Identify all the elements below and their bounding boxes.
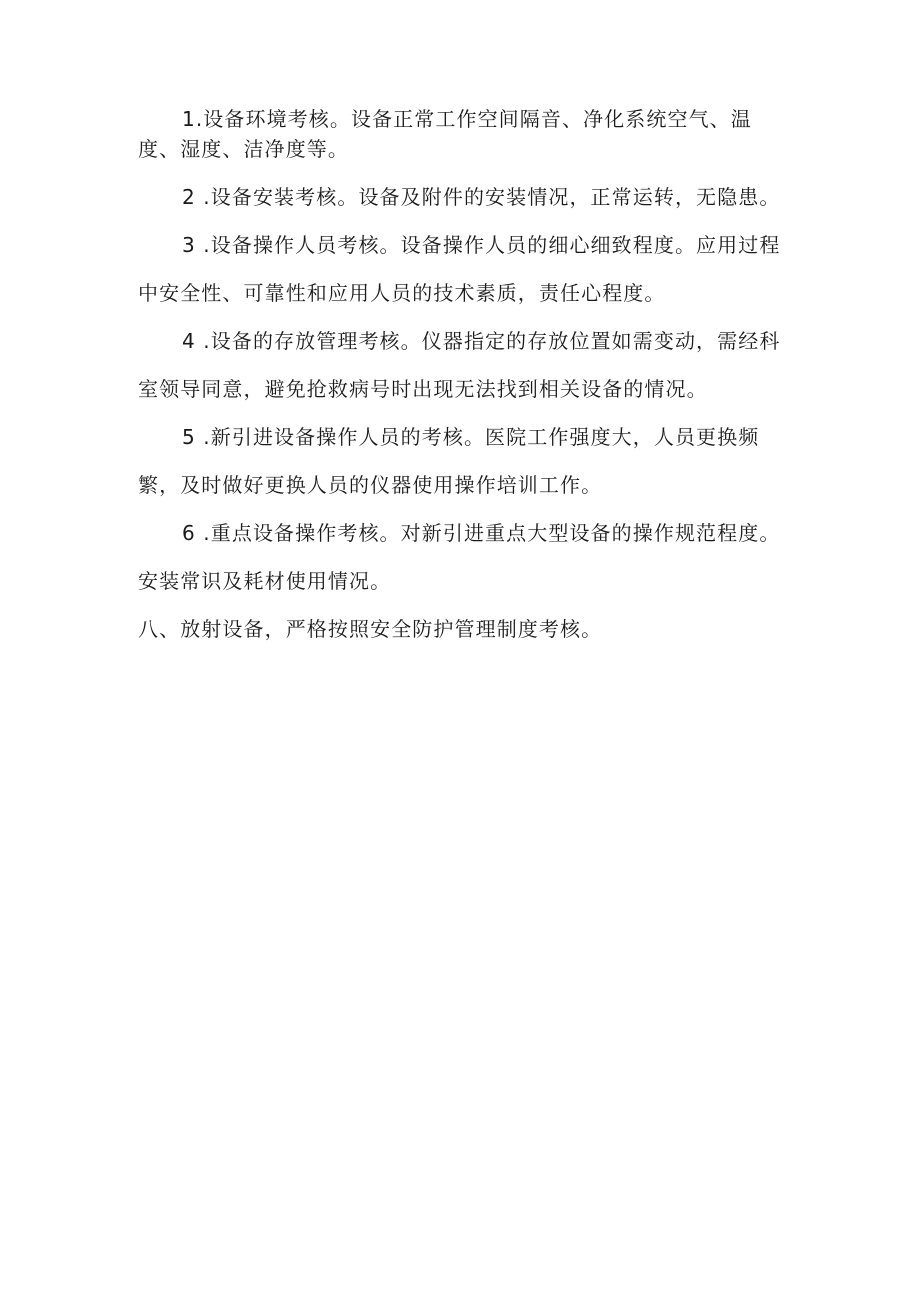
paragraph-equipment-operators: 3 .设备操作人员考核。设备操作人员的细心细致程度。应用过程中安全性、可靠性和应用人员的技术素质，责任心程度。: [138, 233, 781, 305]
paragraph-equipment-installation: 2 .设备安装考核。设备及附件的安装情况，正常运转，无隐患。: [182, 185, 781, 209]
paragraph-key-equipment: 6 .重点设备操作考核。对新引进重点大型设备的操作规范程度。安装常识及耗材使用情况。: [138, 521, 781, 593]
paragraph-new-operators: 5 .新引进设备操作人员的考核。医院工作强度大，人员更换频繁，及时做好更换人员的仪器使用操作培训工作。: [138, 425, 760, 497]
paragraph-equipment-storage: 4 .设备的存放管理考核。仪器指定的存放位置如需变动，需经科室领导同意，避免抢救病号时出现无法找到相关设备的情况。: [138, 329, 781, 401]
paragraph-equipment-environment: 1.设备环境考核。设备正常工作空间隔音、净化系统空气、温度、湿度、洁净度等。: [138, 107, 752, 161]
document-body: [138, 104, 790, 653]
paragraph-radiation-equipment: 八、放射设备，严格按照安全防护管理制度考核。: [138, 617, 603, 641]
